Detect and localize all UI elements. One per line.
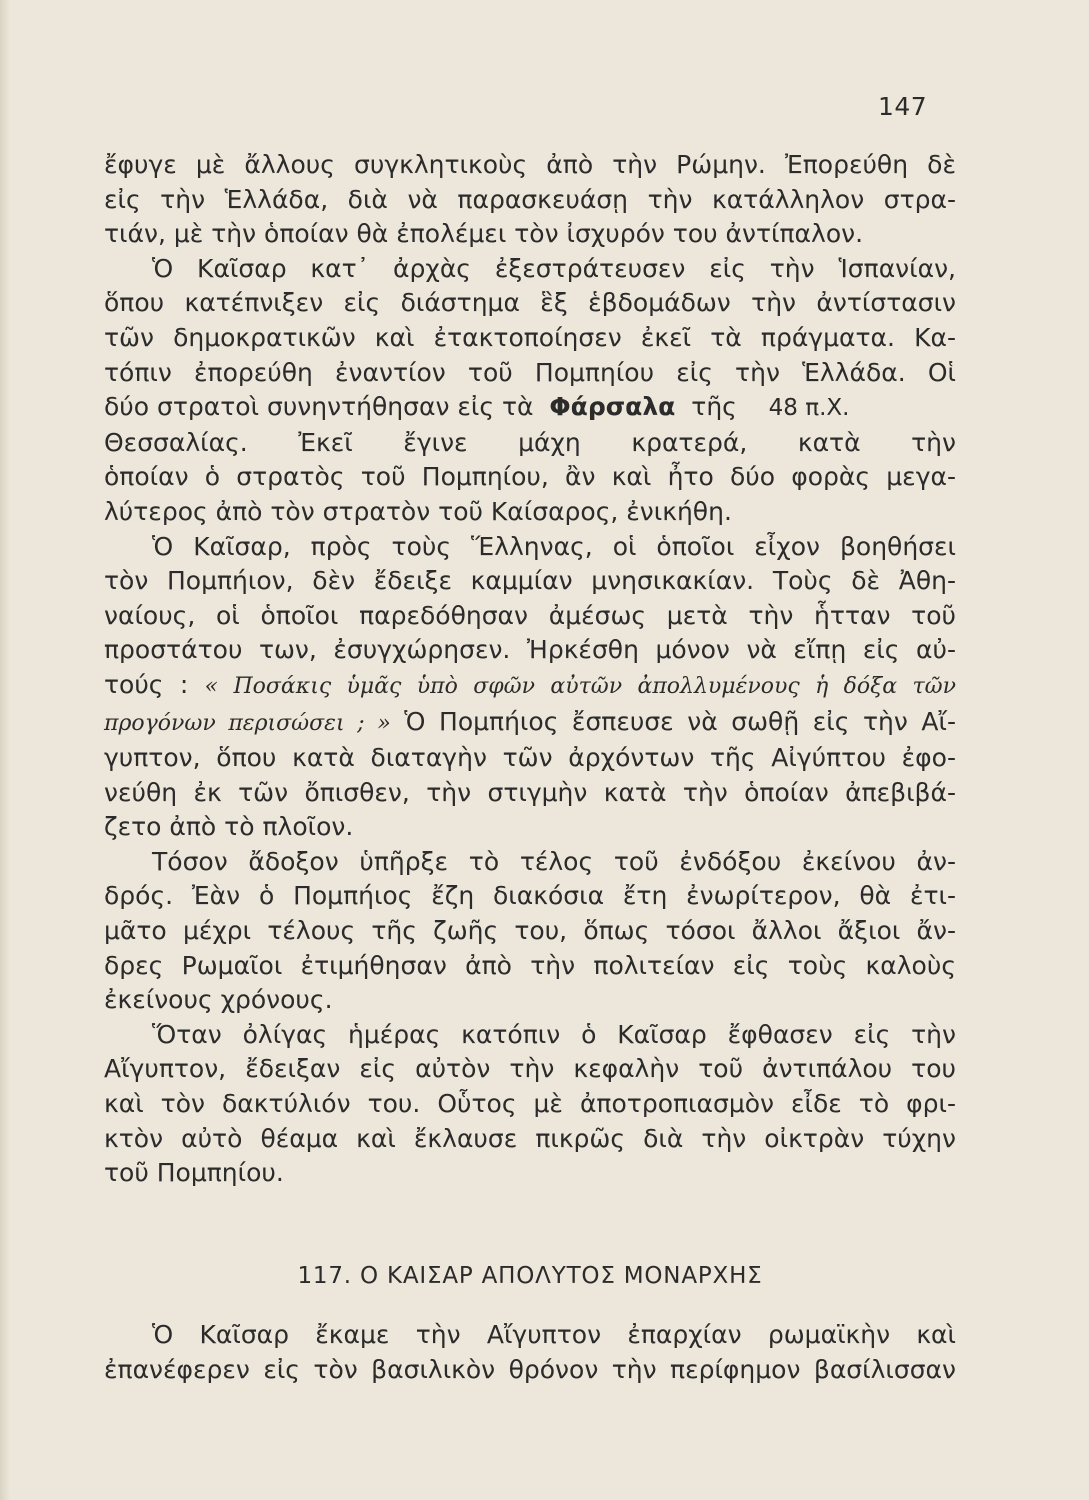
quotation: « Ποσάκις ὑμᾶς ὑπὸ σφῶν αὐτῶν ἀπολλυμένους ἡ δόξα τῶν (204, 673, 956, 699)
text-segment: δύο στρατοὶ συνηντήθησαν εἰς τὰ (104, 392, 534, 422)
text-line: γυπτον, ὅπου κατὰ διαταγὴν τῶν ἀρχόντων τῆς Αἰγύπτου ἐφο- (104, 743, 956, 773)
paragraph-start: Τόσον ἄδοξον ὑπῆρξε τὸ τέλος τοῦ ἐνδόξου ἐκείνου ἀν- (152, 846, 956, 876)
text-line: ζετο ἀπὸ τὸ πλοῖον. (104, 812, 354, 842)
text-line: ἐπανέφερεν εἰς τὸν βασιλικὸν θρόνον τὴν περίφημον βασίλισσαν (104, 1354, 956, 1384)
quotation-end: προγόνων περισώσει ; » (104, 710, 391, 736)
place-name-pharsalus: Φάρσαλα (549, 392, 676, 422)
text-line: Αἴγυπτον, ἔδειξαν εἰς αὐτὸν τὴν κεφαλὴν τοῦ ἀντιπάλου του (104, 1054, 956, 1084)
text-segment: τούς : (104, 669, 189, 699)
paragraph-start: Ὁ Καῖσαρ κατ᾽ ἀρχὰς ἐξεστράτευσεν εἰς τὴν Ἱσπανίαν, (152, 253, 956, 283)
paragraph-start: Ὁ Καῖσαρ, πρὸς τοὺς Ἕλληνας, οἱ ὁποῖοι εἶχον βοηθήσει (152, 531, 956, 561)
text-line: λύτερος ἀπὸ τὸν στρατὸν τοῦ Καίσαρος, ἐνικήθη. (104, 496, 732, 526)
text-line-quote-end (104, 705, 956, 742)
paragraph-start: Ὅταν ὀλίγας ἡμέρας κατόπιν ὁ Καῖσαρ ἔφθασεν εἰς τὴν (152, 1019, 956, 1049)
text-line: καὶ τὸν δακτύλιόν του. Οὗτος μὲ ἀποτροπιασμὸν εἶδε τὸ φρι- (104, 1089, 956, 1119)
section-text (104, 1318, 956, 1387)
text-line: δρός. Ἐὰν ὁ Πομπήιος ἔζη διακόσια ἔτη ἐνωρίτερον, θὰ ἐτι- (104, 881, 956, 911)
paragraph-start: Ὁ Καῖσαρ ἔκαμε τὴν Αἴγυπτον ἐπαρχίαν ρωμαϊκὴν καὶ (152, 1320, 956, 1349)
text-segment: τῆς (691, 392, 737, 422)
text-line: ναίους, οἱ ὁποῖοι παρεδόθησαν ἀμέσως μετὰ τὴν ἧτταν τοῦ (104, 600, 956, 630)
text-line: τόπιν ἐπορεύθη ἐναντίον τοῦ Πομπηίου εἰς τὴν Ἑλλάδα. Οἱ (104, 357, 956, 387)
text-line: ἔφυγε μὲ ἄλλους συγκλητικοὺς ἀπὸ τὴν Ρώμην. Ἐπορεύθη δὲ (104, 150, 956, 179)
text-line: τὸν Πομπήιον, δὲν ἔδειξε καμμίαν μνησικακίαν. Τοὺς δὲ Ἀθη- (104, 566, 956, 596)
text-line: νεύθη ἐκ τῶν ὄπισθεν, τὴν στιγμὴν κατὰ τὴν ὁποίαν ἀπεβιβά- (104, 777, 956, 807)
text-line: εἰς τὴν Ἑλλάδα, διὰ νὰ παρασκευάσῃ τὴν κατάλληλον στρα- (104, 184, 956, 214)
text-line: τιάν, μὲ τὴν ὁποίαν θὰ ἐπολέμει τὸν ἰσχυρόν του ἀντίπαλον. (104, 219, 864, 249)
text-line: Θεσσαλίας. Ἐκεῖ ἔγινε μάχη κρατερά, κατὰ τὴν (104, 427, 956, 457)
text-line: δρες Ρωμαῖοι ἐτιμήθησαν ἀπὸ τὴν πολιτείαν εἰς τοὺς καλοὺς (104, 950, 956, 980)
text-line-pharsalus (104, 390, 956, 426)
page-edge (0, 0, 10, 1500)
text-line: κτὸν αὐτὸ θέαμα καὶ ἔκλαυσε πικρῶς διὰ τὴν οἰκτρὰν τύχην (104, 1123, 956, 1153)
text-segment: Ὁ Πομπήιος ἔσπευσε νὰ σωθῇ εἰς τὴν Αἴ- (404, 706, 956, 736)
text-line: μᾶτο μέχρι τέλους τῆς ζωῆς του, ὅπως τόσοι ἄλλοι ἄξιοι ἄν- (104, 916, 956, 946)
text-line: ἐκείνους χρόνους. (104, 985, 333, 1015)
text-line: τῶν δημοκρατικῶν καὶ ἐτακτοποίησεν ἐκεῖ τὰ πράγματα. Κα- (104, 322, 956, 352)
page-number: 147 (878, 92, 928, 121)
text-line: προστάτου των, ἐσυγχώρησεν. Ἠρκέσθη μόνον νὰ εἴπῃ εἰς αὐ- (104, 635, 956, 665)
text-line: ὅπου κατέπνιξεν εἰς διάστημα ἓξ ἑβδομάδων τὴν ἀντίστασιν (104, 288, 956, 318)
section-heading: 117. Ο ΚΑΙΣΑΡ ΑΠΟΛΥΤΟΣ ΜΟΝΑΡΧΗΣ (297, 1263, 763, 1289)
date-note: 48 π.Χ. (768, 395, 850, 422)
text-line-quote (104, 668, 956, 705)
text-line: ὁποίαν ὁ στρατὸς τοῦ Πομπηίου, ἂν καὶ ἦτο δύο φορὰς μεγα- (104, 462, 956, 492)
body-text (104, 148, 956, 1191)
text-line: τοῦ Πομπηίου. (104, 1158, 284, 1188)
